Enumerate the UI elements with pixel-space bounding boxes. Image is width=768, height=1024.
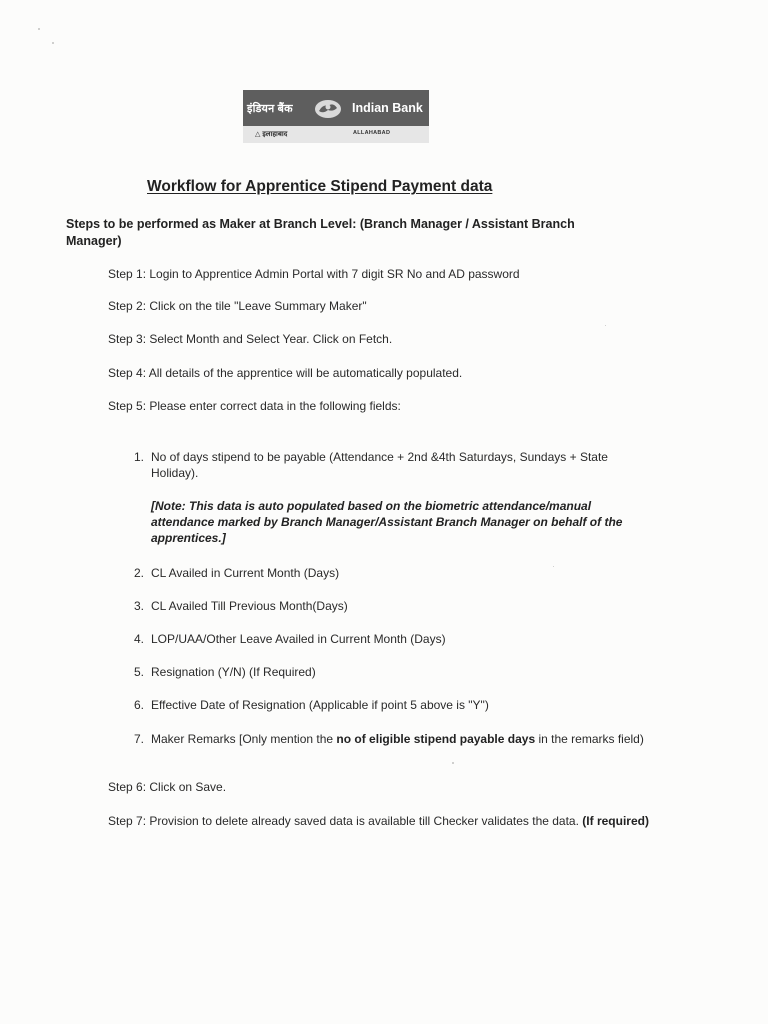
logo-sub-hindi-text: इलाहाबाद (262, 131, 288, 138)
scan-speck (52, 42, 54, 44)
logo-sub-english: ALLAHABAD (353, 130, 391, 136)
step-5: Step 5: Please enter correct data in the following fields: (108, 399, 401, 413)
step-7 (108, 813, 658, 830)
field-item-7 (128, 731, 648, 765)
field-number: 1. (133, 450, 144, 464)
field-number: 2. (133, 566, 144, 580)
field-text-part: in the remarks field) (535, 732, 644, 746)
field-text-part: Maker Remarks [Only mention the (151, 732, 337, 746)
field-text: CL Availed Till Previous Month(Days) (151, 599, 348, 613)
field-number: 6. (133, 698, 144, 712)
field-text (151, 731, 646, 747)
step-4: Step 4: All details of the apprentice will be automatically populated. (108, 366, 463, 380)
step-7-text: Step 7: Provision to delete already saved data is available till Checker validates the data. (108, 814, 583, 828)
field-text: CL Availed in Current Month (Days) (151, 566, 340, 580)
scan-speck (38, 28, 40, 30)
field-number: 7. (133, 732, 144, 746)
field-number: 4. (133, 632, 144, 646)
bank-emblem-icon (313, 96, 343, 120)
triangle-icon: △ (255, 131, 261, 138)
step-2: Step 2: Click on the tile "Leave Summary Maker" (108, 299, 367, 313)
field-item-6 (128, 697, 648, 713)
field-item-2 (128, 565, 648, 581)
field-number: 3. (133, 599, 144, 613)
maker-section-heading: Steps to be performed as Maker at Branch Level: (Branch Manager / Assistant Branch Manager) (66, 217, 575, 248)
field-item-5 (128, 664, 648, 680)
step-6: Step 6: Click on Save. (108, 780, 227, 794)
field-text-bold: no of eligible stipend payable days (336, 732, 536, 746)
field-text: LOP/UAA/Other Leave Availed in Current Month (Days) (151, 632, 446, 646)
field-text: No of days stipend to be payable (Attendance + 2nd &4th Saturdays, Sundays + State Holiday). (151, 450, 608, 480)
field-text: Effective Date of Resignation (Applicable if point 5 above is "Y") (151, 698, 489, 712)
logo-sub-banner (243, 126, 429, 143)
auto-populate-note: [Note: This data is auto populated based on the biometric attendance/manual attendance marked by Branch Manager/Assistant Branch Manager on behalf of the apprentices.] (151, 499, 623, 545)
document-title: Workflow for Apprentice Stipend Payment data (147, 178, 493, 195)
field-item-3 (128, 598, 648, 614)
logo-hindi-name: इंडियन बैंक (247, 103, 293, 115)
logo-english-name: Indian Bank (352, 101, 423, 115)
field-number: 5. (133, 665, 144, 679)
field-text: Resignation (Y/N) (If Required) (151, 665, 316, 679)
step-3: Step 3: Select Month and Select Year. Click on Fetch. (108, 332, 393, 346)
scan-speck (605, 325, 606, 326)
field-item-4 (128, 631, 648, 647)
indian-bank-logo (243, 90, 429, 143)
logo-sub-hindi (255, 130, 287, 139)
field-item-1 (128, 449, 648, 483)
logo-banner (243, 90, 429, 126)
step-1: Step 1: Login to Apprentice Admin Portal with 7 digit SR No and AD password (108, 267, 520, 281)
step-7-bold: (If required) (582, 814, 649, 828)
